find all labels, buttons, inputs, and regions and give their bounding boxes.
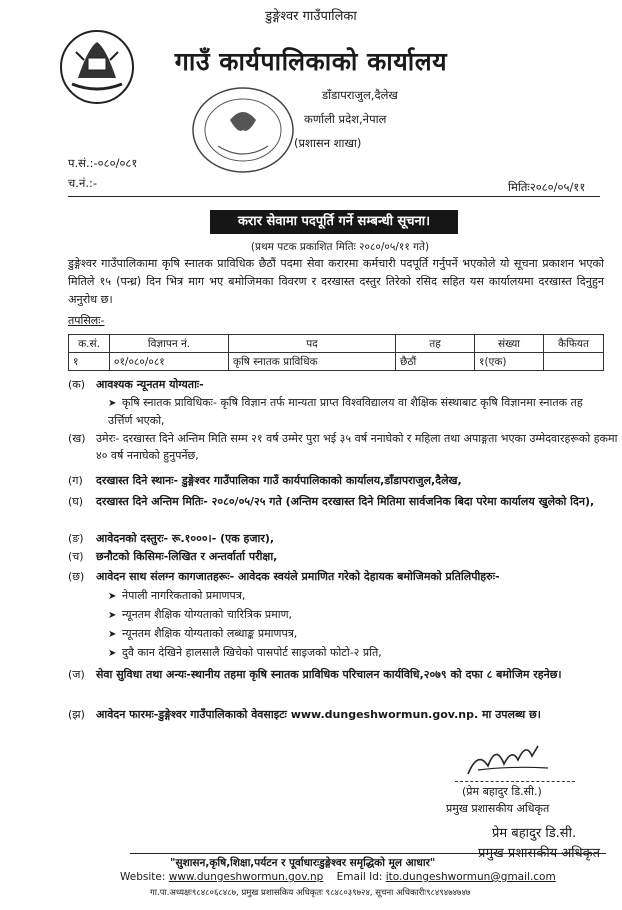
table-header: कैफियत	[544, 335, 604, 353]
bullet-icon: ➤	[108, 398, 117, 409]
list-item	[68, 430, 622, 464]
notice-title: करार सेवामा पदपूर्ति गर्ने सम्बन्धी सूचना।	[210, 210, 458, 234]
item-text: दुवै कान देखिने हालसालै खिचेको पासपोर्ट साइजको फोटो-२ प्रति,	[122, 646, 382, 659]
tapsil-label: तपसिलः-	[68, 314, 105, 327]
table-header: पद	[229, 335, 396, 353]
item-label: (छ)	[68, 570, 85, 583]
chalani-number: च.नं.:-	[68, 176, 98, 190]
item-text: न्यूनतम शैक्षिक योग्यताको चारित्रिक प्रमाण,	[122, 608, 293, 621]
email-link[interactable]: ito.dungeshwormun@gmail.com	[385, 871, 556, 883]
list-item	[68, 493, 622, 510]
item-label: (ख)	[68, 432, 86, 445]
item-label: (ग)	[68, 474, 83, 487]
item-label: (घ)	[68, 495, 84, 508]
list-item	[68, 666, 622, 683]
notice-date: मितिः२०८०/०५/११	[508, 180, 586, 194]
item-text: दरखास्त दिने अन्तिम मितिः- २०८०/०५/२५ गते (अन्तिम दरखास्त दिने मितिमा सार्वजनिक बिदा परेमा कार्यालय खुलेको दिन),	[96, 495, 595, 508]
notice-subtitle: (प्रथम पटक प्रकाशित मितिः २०८०/०५/११ गते)	[250, 241, 430, 253]
header-divider	[68, 196, 600, 197]
office-province: कर्णाली प्रदेश,नेपाल	[304, 112, 387, 126]
website-link[interactable]: www.dungeshwormun.gov.np	[168, 871, 324, 883]
list-item	[68, 472, 604, 489]
signature-line	[455, 781, 575, 782]
item-text: नेपाली नागरिकताको प्रमाणपत्र,	[122, 589, 246, 602]
list-item	[108, 606, 598, 624]
table-cell: १	[69, 353, 110, 371]
footer-divider	[130, 853, 606, 854]
item-text: कृषि स्नातक प्राविधिकः- कृषि विज्ञान तर्फ मान्यता प्राप्त विश्वविद्यालय वा शैक्षिक संस्थाबाट कृषि विज्ञानमा स्नातक तह उर्त्तिर्ण भएको,	[108, 396, 583, 427]
bullet-icon: ➤	[108, 610, 117, 621]
stamp-role: प्रमुख प्रशासकीय अधिकृत	[478, 846, 601, 861]
list-item	[68, 530, 604, 547]
table-cell: कृषि स्नातक प्राविधिक	[229, 353, 396, 371]
item-text: आवेदन साथ संलग्न कागजातहरूः- आवेदक स्वयंले प्रमाणित गरेको देहायक बमोजिमको प्रतिलिपीहरुः-	[96, 570, 500, 583]
item-text: छनौटको किसिमः-लिखित र अन्तर्वार्ता परीक्षा,	[96, 550, 278, 563]
item-text: आवश्यक न्यूनतम योग्यताः-	[96, 378, 204, 391]
table-header: विज्ञापन नं.	[110, 335, 229, 353]
list-item	[68, 568, 604, 585]
table-header: क.सं.	[69, 335, 110, 353]
bullet-icon: ➤	[108, 648, 117, 659]
item-text: सेवा सुविधा तथा अन्यः-स्थानीय तहमा कृषि स्नातक प्राविधिक परिचालन कार्यविधि,२०७९ को दफा ८ बमोजिम रहनेछ।	[96, 668, 562, 681]
item-text: उमेरः- दरखास्त दिने अन्तिम मिति सम्म २१ वर्ष उम्मेर पुरा भई ३५ वर्ष ननाघेको र महिला तथा अपाङ्गता भएका उम्मेदवारहरूको हकमा ४० वर्ष ननाघेको हुनुपर्नेछ,	[96, 432, 618, 462]
bullet-icon: ➤	[108, 591, 117, 602]
office-section: (प्रशासन शाखा)	[294, 136, 362, 150]
handwritten-signature	[408, 740, 568, 780]
list-item	[108, 587, 598, 605]
item-label: (च)	[68, 550, 84, 563]
item-text: आवेदनको दस्तुरः- रू.१०००।- (एक हजार),	[96, 532, 275, 545]
list-item	[68, 548, 604, 565]
item-text: दरखास्त दिने स्थानः- डुङ्गेश्वर गाउँपालिका गाउँ कार्यपालिकाको कार्यालय,डाँडापराजुल,दैलेख,	[96, 474, 462, 487]
list-item	[108, 394, 598, 429]
notice-paragraph: डुङ्गेश्वर गाउँपालिकामा कृषि स्नातक प्राविधिक छैठौं पदमा सेवा करारमा कर्मचारी पदपूर्ति गर्नुपर्ने भएकोले यो सूचना प्रकाशन भएको मितिले १५ (पन्ध्र) दिन भित्र माग भए बमोजिमका विवरण र दरखास्त दस्तुर तिरेको रसिद सहित यस कार्यालयमा दरखास्त दिनुहुन अनुरोध छ।	[68, 257, 604, 306]
stamp-name: प्रेम बहादुर डि.सी.	[492, 826, 577, 841]
footer-slogan: "सुशासन,कृषि,शिक्षा,पर्यटन र पूर्वाधारःडुङ्गेश्वर समृद्धिको मूल आधार"	[170, 857, 436, 869]
item-label: (झ)	[68, 708, 85, 721]
table-cell: छैठौं	[396, 353, 475, 371]
office-seal-stamp	[188, 82, 298, 180]
table-cell: ०१/०८०/०८१	[110, 353, 229, 371]
list-item	[108, 644, 598, 662]
website-label: Website:	[120, 871, 166, 883]
office-title: गाउँ कार्यपालिकाको कार्यालय	[174, 47, 448, 76]
item-label: (क)	[68, 378, 86, 391]
bullet-icon: ➤	[108, 629, 117, 640]
table-row	[69, 353, 604, 371]
palika-name: डुङ्गेश्वर गाउँपालिका	[265, 9, 357, 24]
footer-phones: गा.पा.अध्यक्षः९८४८०६८४८७, प्रमुख प्रशासकिय अधिकृतः ९८४८०३९७२४, सूचना अधिकारीः९८४९४७४७४७	[150, 888, 471, 898]
list-item	[68, 706, 604, 723]
table-header-row	[69, 335, 604, 353]
table-cell: १(एक)	[475, 353, 544, 371]
office-address: डाँडापराजुल,दैलेख	[322, 88, 398, 102]
list-item	[68, 376, 604, 393]
signatory-role: प्रमुख प्रशासकीय अधिकृत	[446, 802, 550, 815]
table-header: संख्या	[475, 335, 544, 353]
patra-sankhya: प.सं.:-०८०/०८१	[68, 156, 138, 170]
item-label: (ङ)	[68, 532, 84, 545]
vacancy-table	[68, 334, 604, 371]
signatory-name: (प्रेम बहादुर डि.सी.)	[462, 785, 542, 798]
footer-contact	[120, 871, 556, 883]
item-text: न्यूनतम शैक्षिक योग्यताको लब्धाङ्क प्रमाणपत्र,	[122, 627, 298, 640]
list-item	[108, 625, 598, 643]
item-label: (ज)	[68, 668, 85, 681]
email-label: Email Id:	[336, 871, 383, 883]
table-cell	[544, 353, 604, 371]
item-text: आवेदन फारमः-डुङ्गेश्वर गाउँपालिकाको वेवसाइटः www.dungeshwormun.gov.np. मा उपलब्ध छ।	[96, 708, 541, 721]
table-header: तह	[396, 335, 475, 353]
